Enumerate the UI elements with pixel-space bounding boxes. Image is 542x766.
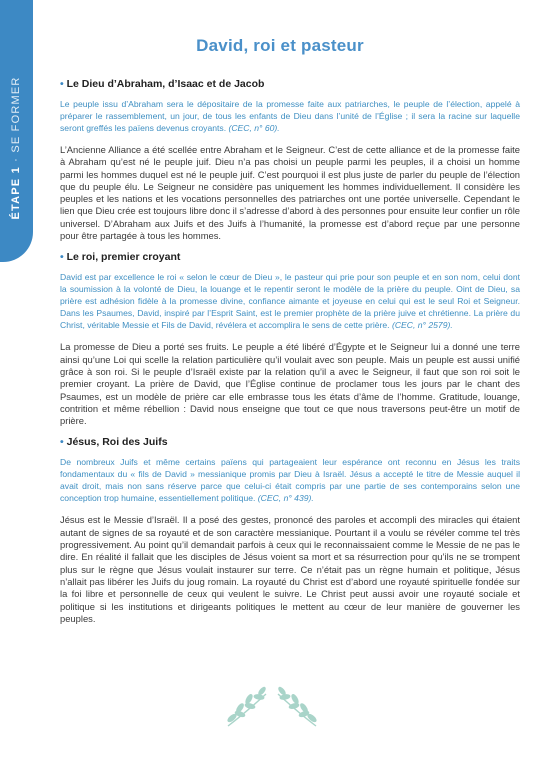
catechism-quote: De nombreux Juifs et même certains païens qui partageaient leur espérance ont reconnu en Jésus les traits fondamentaux du « fils de David » messianique promis par Dieu à Israël. Jésus a accepté le titre de Messie auquel il avait droit, mais non sans réserve parce que celui-ci était compris par une partie de ses contemporains selon une conception trop humaine, essentiellement politique. (CEC, n° 439).	[60, 457, 520, 504]
step-number: ÉTAPE 1	[10, 166, 22, 220]
sidebar-label	[3, 38, 29, 258]
catechism-quote: David est par excellence le roi « selon le cœur de Dieu », le pasteur qui prie pour son peuple et en son nom, celui dont la soumission à la volonté de Dieu, la louange et le repentir seront le modèle de la prière du peuple. Oint de Dieu, sa prière est adhésion fidèle à la promesse divine, confiance aimante et joyeuse en celui qui est le seul Roi et Seigneur. Dans les Psaumes, David, inspiré par l’Esprit Saint, est le premier prophète de la prière juive et chrétienne. La prière du Christ, véritable Messie et Fils de David, révélera et accomplira le sens de cette prière. (CEC, n° 2579).	[60, 272, 520, 331]
quote-reference: (CEC, n° 60).	[228, 123, 280, 133]
body-text: Jésus est le Messie d’Israël. Il a posé des gestes, prononcé des paroles et accompli des miracles qui étaient autant de signes de sa royauté et de son caractère messianique. Pourtant il a voulu se révéler comme tel très progressivement. Au point qu’il demandait parfois à ceux qui le reconnaissaient comme le Messie de ne pas le dire. En réalité il fallait que les disciples de Jésus voient sa mort et sa résurrection pour qu’ils ne se trompent plus sur le règne que Jésus voulait instaurer sur terre. Ce n’était pas un règne humain et politique, Jésus n’allait pas libérer les Juifs du joug romain. La royauté du Christ est d’abord une royauté spirituelle fondée sur la foi libre et personnelle de ceux qui veulent le suivre. Le Christ peut aussi avoir une royauté sociale et politique si les institutions et dirigeants politiques le mettent au cœur de leur manière de gouverner les peuples.	[60, 514, 520, 624]
laurel-icon	[222, 686, 322, 730]
separator: ·	[10, 156, 22, 162]
body-text: La promesse de Dieu a porté ses fruits. Le peuple a été libéré d’Égypte et le Seigneur lui a donné une terre ainsi qu’une Loi qui scelle la relation particulière qu’il voulait avec son peuple. Mais un peuple est aussi unifié grâce à son roi. Si le peuple d’Israël existe par la relation qu’il a avec le Seigneur, il faut que son roi soit le premier croyant. La prière de David, que l’Église continue de proclamer tous les jours par le chant des Psaumes, est un modèle de prière car elle embrasse tous les états d’âme de l’homme. Gratitude, louange, contrition et même rébellion : David nous enseigne que tout ce que nous traversons peut-être un motif de prière.	[60, 341, 520, 427]
section-roi	[60, 251, 520, 427]
bullet-icon: •	[60, 251, 64, 264]
section-heading: • Le Dieu d’Abraham, d’Isaac et de Jacob	[60, 78, 265, 90]
section-jesus	[60, 436, 520, 625]
content	[60, 78, 520, 634]
section-heading: • Jésus, Roi des Juifs	[60, 436, 168, 449]
body-text: L’Ancienne Alliance a été scellée entre Abraham et le Seigneur. C’est de cette alliance et de la promesse faite à Abraham qu’est né le peuple juif. Dieu n’a pas choisi un peuple parmi les peuples, il a choisi un homme parmi les hommes duquel est né le peuple juif. C’est pourquoi il est plus juste de parler du peuple de l’élection que du peuple élu. Le Seigneur ne considère pas uniquement les hommes individuellement. Il considère les peuples et les nations et les vocations personnelles des patriarches ont une portée universelle. Cependant le lien que Dieu crée est toujours libre donc il s’adresse d’abord à des personnes pour ensuite leur confier un rôle universel. D’Abraham aux Juifs et des Juifs à l’humanité, la promesse est d’abord reçue par une personne pour être partagée à tous les hommes.	[60, 144, 520, 242]
page-title: David, roi et pasteur	[196, 36, 364, 55]
quote-reference: (CEC, n° 439).	[257, 493, 314, 504]
quote-reference: (CEC, n° 2579).	[391, 320, 453, 331]
section-heading: • Le roi, premier croyant	[60, 251, 181, 264]
catechism-quote: Le peuple issu d’Abraham sera le dépositaire de la promesse faite aux patriarches, le peuple de l’élection, appelé à préparer le rassemblement, un jour, de tous les enfants de Dieu dans l’unité de l’Église ; il sera la racine sur laquelle seront greffés les païens devenus croyants. (CEC, n° 60).	[60, 99, 520, 133]
bullet-icon: •	[60, 78, 64, 90]
sidebar-tab	[0, 0, 33, 262]
step-label: SE FORMER	[10, 76, 22, 153]
bullet-icon: •	[60, 436, 64, 449]
section-abraham	[60, 78, 520, 242]
